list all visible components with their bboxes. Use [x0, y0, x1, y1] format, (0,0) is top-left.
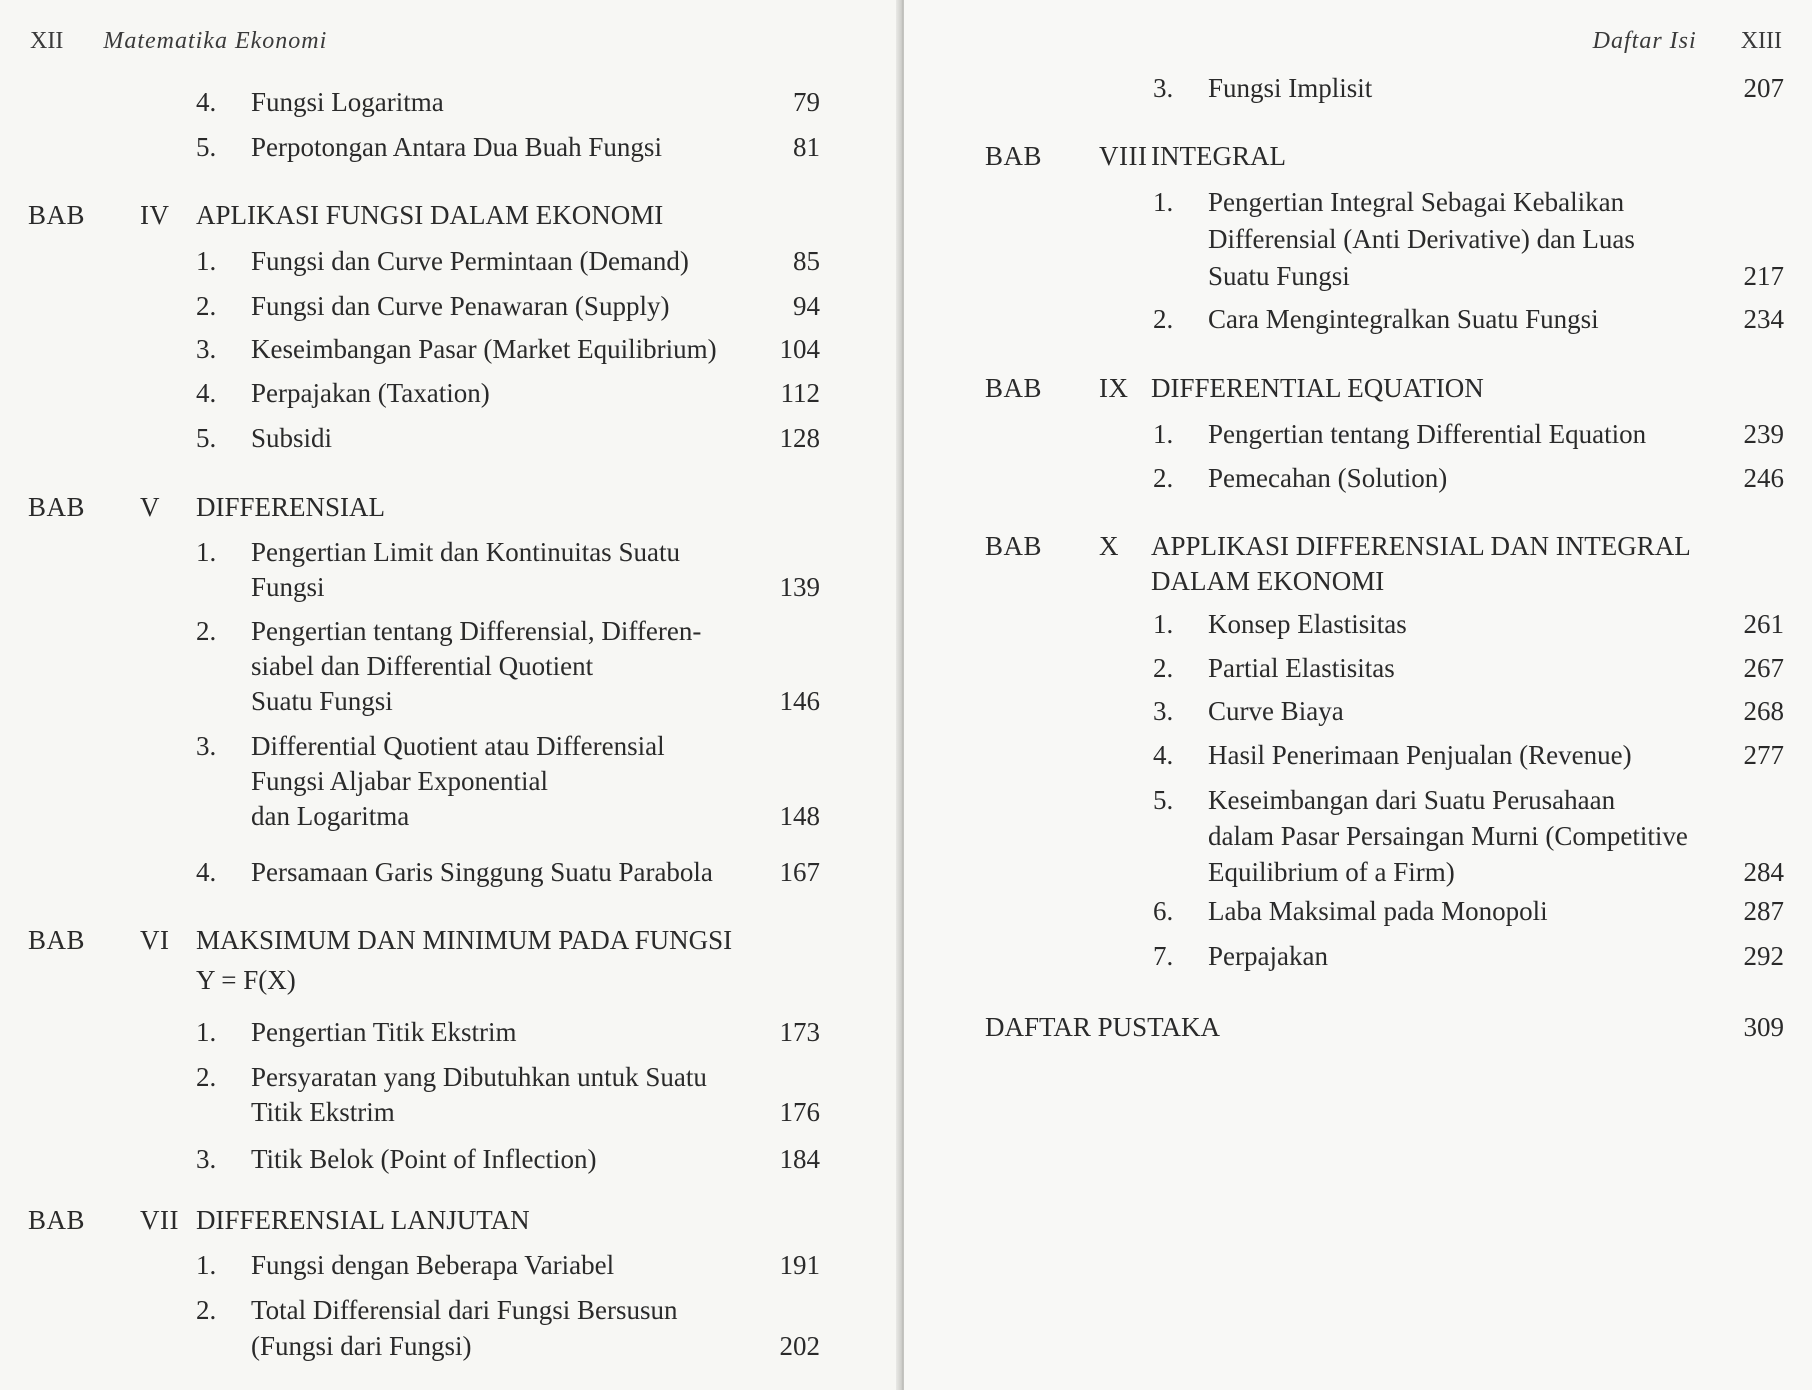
item-title: Fungsi dan Curve Penawaran (Supply) — [251, 291, 670, 321]
page-number: 268 — [1743, 696, 1784, 726]
chapter-title: DIFFERENTIAL EQUATION — [1151, 373, 1484, 403]
item-number: 7. — [1153, 941, 1174, 971]
item-number: 2. — [196, 616, 217, 646]
item-title: Persyaratan yang Dibutuhkan untuk Suatu — [251, 1062, 707, 1092]
item-number: 3. — [196, 731, 217, 761]
item-title: dan Logaritma — [251, 801, 410, 831]
item-number: 1. — [196, 1250, 217, 1280]
item-title: Hasil Penerimaan Penjualan (Revenue) — [1208, 740, 1632, 770]
item-title: Pengertian tentang Differensial, Differen- — [251, 616, 702, 646]
chapter-title: APLIKASI FUNGSI DALAM EKONOMI — [196, 200, 664, 230]
item-title: Pengertian Limit dan Kontinuitas Suatu — [251, 537, 680, 567]
chapter-label: BAB — [985, 141, 1043, 171]
item-title: Fungsi dengan Beberapa Variabel — [251, 1250, 615, 1280]
chapter-label: BAB — [28, 1205, 86, 1235]
item-number: 2. — [1153, 653, 1174, 683]
page-number: 239 — [1743, 419, 1784, 449]
page-number: 104 — [779, 334, 820, 364]
chapter-number: VIII — [1099, 141, 1148, 171]
item-title: Fungsi Aljabar Exponential — [251, 766, 548, 796]
page-number: 81 — [793, 132, 820, 162]
chapter-number: V — [140, 492, 160, 522]
chapter-title: INTEGRAL — [1151, 141, 1286, 171]
chapter-title: Y = F(X) — [196, 965, 296, 995]
item-number: 4. — [196, 857, 217, 887]
item-title: Keseimbangan Pasar (Market Equilibrium) — [251, 334, 717, 364]
item-number: 1. — [1153, 187, 1174, 217]
chapter-title: DIFFERENSIAL LANJUTAN — [196, 1205, 530, 1235]
item-title: Perpotongan Antara Dua Buah Fungsi — [251, 132, 662, 162]
page-number: 191 — [779, 1250, 820, 1280]
item-number: 6. — [1153, 896, 1174, 926]
item-title: Pengertian Titik Ekstrim — [251, 1017, 517, 1047]
item-title: Perpajakan (Taxation) — [251, 378, 490, 408]
chapter-title: DALAM EKONOMI — [1151, 566, 1385, 596]
item-number: 1. — [196, 537, 217, 567]
chapter-label: BAB — [985, 373, 1043, 403]
page-number: 234 — [1743, 304, 1784, 334]
page-number: 146 — [779, 686, 820, 716]
chapter-number: VI — [140, 925, 170, 955]
page-number: 167 — [779, 857, 820, 887]
item-number: 2. — [196, 1062, 217, 1092]
item-title: Fungsi Logaritma — [251, 87, 444, 117]
chapter-number: VII — [140, 1205, 179, 1235]
left-folio: XII — [30, 28, 64, 54]
item-title: Perpajakan — [1208, 941, 1328, 971]
chapter-title: MAKSIMUM DAN MINIMUM PADA FUNGSI — [196, 925, 733, 955]
page-number: 112 — [780, 378, 820, 408]
item-number: 3. — [1153, 696, 1174, 726]
item-title: Partial Elastisitas — [1208, 653, 1395, 683]
item-number: 2. — [1153, 304, 1174, 334]
item-number: 3. — [196, 334, 217, 364]
item-title: Titik Belok (Point of Inflection) — [251, 1144, 597, 1174]
item-title: Pengertian Integral Sebagai Kebalikan — [1208, 187, 1625, 217]
item-number: 2. — [1153, 463, 1174, 493]
item-number: 4. — [1153, 740, 1174, 770]
item-title: Fungsi — [251, 572, 325, 602]
left-running-title: Matematika Ekonomi — [103, 28, 328, 54]
item-number: 1. — [1153, 419, 1174, 449]
item-title: Fungsi Implisit — [1208, 73, 1373, 103]
right-page — [904, 0, 1812, 1390]
chapter-number: IX — [1099, 373, 1129, 403]
item-title: Pemecahan (Solution) — [1208, 463, 1448, 493]
item-number: 5. — [196, 132, 217, 162]
item-title: dalam Pasar Persaingan Murni (Competitive — [1208, 821, 1688, 851]
page-number: 309 — [1743, 1012, 1784, 1042]
item-title: Cara Mengintegralkan Suatu Fungsi — [1208, 304, 1599, 334]
chapter-number: X — [1099, 531, 1119, 561]
page-number: 85 — [793, 246, 820, 276]
item-title: Laba Maksimal pada Monopoli — [1208, 896, 1548, 926]
page-number: 284 — [1743, 857, 1784, 887]
item-number: 3. — [1153, 73, 1174, 103]
page-number: 184 — [779, 1144, 820, 1174]
page-number: 176 — [779, 1097, 820, 1127]
item-title: Suatu Fungsi — [251, 686, 393, 716]
page-number: 79 — [793, 87, 820, 117]
page-number: 94 — [793, 291, 820, 321]
page-number: 148 — [779, 801, 820, 831]
right-running-title: Daftar Isi — [1592, 28, 1697, 54]
item-title: Equilibrium of a Firm) — [1208, 857, 1455, 887]
item-number: 1. — [196, 1017, 217, 1047]
chapter-label: BAB — [985, 531, 1043, 561]
item-number: 1. — [196, 246, 217, 276]
page-number: 261 — [1743, 609, 1784, 639]
item-title: Differential Quotient atau Differensial — [251, 731, 665, 761]
item-title: Pengertian tentang Differential Equation — [1208, 419, 1647, 449]
chapter-number: IV — [140, 200, 170, 230]
item-title: Differensial (Anti Derivative) dan Luas — [1208, 224, 1635, 254]
left-running-header — [30, 28, 327, 55]
chapter-label: BAB — [28, 492, 86, 522]
item-title: (Fungsi dari Fungsi) — [251, 1331, 472, 1361]
item-title: Keseimbangan dari Suatu Perusahaan — [1208, 785, 1616, 815]
right-folio: XIII — [1740, 28, 1782, 54]
item-title: Suatu Fungsi — [1208, 261, 1350, 291]
page-number: 128 — [779, 423, 820, 453]
item-number: 3. — [196, 1144, 217, 1174]
page-number: 217 — [1743, 261, 1784, 291]
chapter-label: BAB — [28, 925, 86, 955]
item-number: 2. — [196, 291, 217, 321]
right-running-header — [1593, 28, 1782, 55]
chapter-title: APPLIKASI DIFFERENSIAL DAN INTEGRAL — [1151, 531, 1691, 561]
page-number: 287 — [1743, 896, 1784, 926]
chapter-label: BAB — [28, 200, 86, 230]
item-title: Curve Biaya — [1208, 696, 1344, 726]
page-number: 246 — [1743, 463, 1784, 493]
section-title: DAFTAR PUSTAKA — [985, 1012, 1220, 1042]
item-title: Titik Ekstrim — [251, 1097, 395, 1127]
item-title: siabel dan Differential Quotient — [251, 651, 594, 681]
item-number: 4. — [196, 378, 217, 408]
page-number: 139 — [779, 572, 820, 602]
page-number: 207 — [1743, 73, 1784, 103]
item-title: Persamaan Garis Singgung Suatu Parabola — [251, 857, 713, 887]
item-title: Konsep Elastisitas — [1208, 609, 1407, 639]
page-number: 267 — [1743, 653, 1784, 683]
left-page — [0, 0, 900, 1390]
item-number: 4. — [196, 87, 217, 117]
page-number: 173 — [779, 1017, 820, 1047]
item-number: 2. — [196, 1295, 217, 1325]
item-number: 5. — [1153, 785, 1174, 815]
item-title: Fungsi dan Curve Permintaan (Demand) — [251, 246, 689, 276]
item-title: Subsidi — [251, 423, 333, 453]
page-number: 292 — [1743, 941, 1784, 971]
item-number: 5. — [196, 423, 217, 453]
chapter-title: DIFFERENSIAL — [196, 492, 386, 522]
page-number: 277 — [1743, 740, 1784, 770]
item-number: 1. — [1153, 609, 1174, 639]
page-number: 202 — [779, 1331, 820, 1361]
item-title: Total Differensial dari Fungsi Bersusun — [251, 1295, 678, 1325]
